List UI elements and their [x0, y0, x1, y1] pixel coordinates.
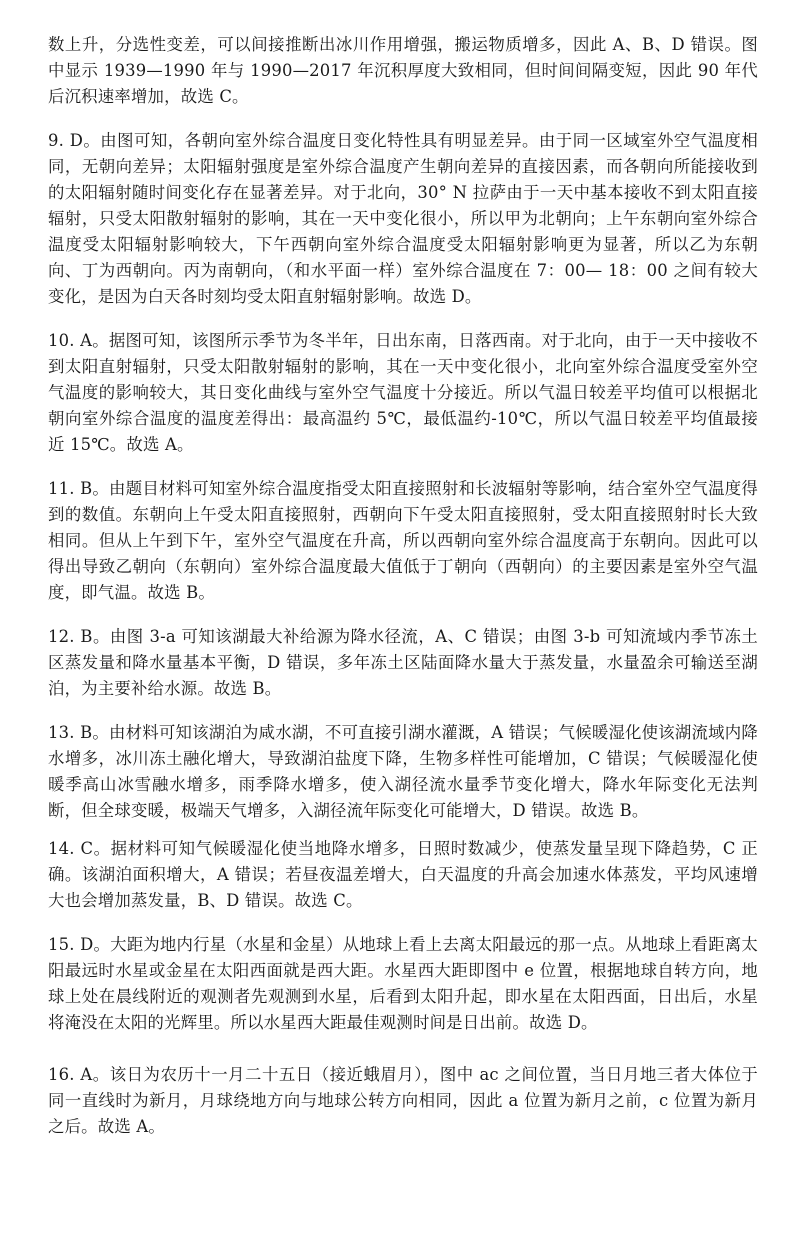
answer-paragraph-continued: 数上升，分选性变差，可以间接推断出冰川作用增强，搬运物质增多，因此 A、B、D 错误。图中显示 1939—1990 年与 1990—2017 年沉积厚度大致相同，但时间间隔变短，因此 90 年代后沉积速率增加，故选 C。: [48, 35, 758, 106]
answer-q15: 15. D。大距为地内行星（水星和金星）从地球上看上去离太阳最远的那一点。从地球上看距离太阳最远时水星或金星在太阳西面就是西大距。水星西大距即图中 e 位置，根据地球自转方向，地球上处在晨线附近的观测者先观测到水星，后看到太阳升起，即水星在太阳西面，日出后，水星将淹没在太阳的光辉里。所以水星西大距最佳观测时间是日出前。故选 D。: [48, 935, 758, 1032]
answer-q11: 11. B。由题目材料可知室外综合温度指受太阳直接照射和长波辐射等影响，结合室外空气温度得到的数值。东朝向上午受太阳直接照射，西朝向下午受太阳直接照射，受太阳直接照射时长大致相同。但从上午到下午，室外空气温度在升高，所以西朝向室外综合温度高于东朝向。因此可以得出导致乙朝向（东朝向）室外综合温度最大值低于丁朝向（西朝向）的主要因素是室外空气温度，即气温。故选 B。: [48, 479, 758, 602]
answer-page: [48, 32, 758, 1158]
answer-q10: 10. A。据图可知，该图所示季节为冬半年，日出东南，日落西南。对于北向，由于一天中接收不到太阳直射辐射，只受太阳散射辐射的影响，其在一天中变化很小，北向室外综合温度受室外空气温度的影响较大，其日变化曲线与室外空气温度十分接近。所以气温日较差平均值可以根据北朝向室外综合温度的温度差得出：最高温约 5℃，最低温约-10℃，所以气温日较差平均值最接近 15℃。故选 A。: [48, 331, 758, 454]
answer-q13: 13. B。由材料可知该湖泊为咸水湖，不可直接引湖水灌溉，A 错误；气候暖湿化使该湖流域内降水增多，冰川冻土融化增大，导致湖泊盐度下降，生物多样性可能增加，C 错误；气候暖湿化使暖季高山冰雪融水增多，雨季降水增多，使入湖径流水量季节变化增大，降水年际变化无法判断，但全球变暖，极端天气增多，入湖径流年际变化可能增大，D 错误。故选 B。: [48, 723, 758, 820]
answer-q12: 12. B。由图 3-a 可知该湖最大补给源为降水径流，A、C 错误；由图 3-b 可知流域内季节冻土区蒸发量和降水量基本平衡，D 错误，多年冻土区陆面降水量大于蒸发量，水量盈余可输送至湖泊，为主要补给水源。故选 B。: [48, 627, 758, 698]
answer-q9: 9. D。由图可知，各朝向室外综合温度日变化特性具有明显差异。由于同一区域室外空气温度相同，无朝向差异；太阳辐射强度是室外综合温度产生朝向差异的直接因素，而各朝向所能接收到的太阳辐射随时间变化存在显著差异。对于北向，30° N 拉萨由于一天中基本接收不到太阳直接辐射，只受太阳散射辐射的影响，其在一天中变化很小，所以甲为北朝向；上午东朝向室外综合温度受太阳辐射影响较大，下午西朝向室外综合温度受太阳辐射影响更为显著，所以乙为东朝向、丁为西朝向。丙为南朝向，（和水平面一样）室外综合温度在 7：00— 18：00 之间有较大变化，是因为白天各时刻均受太阳直射辐射影响。故选 D。: [48, 131, 758, 306]
answer-q14: 14. C。据材料可知气候暖湿化使当地降水增多，日照时数减少，使蒸发量呈现下降趋势，C 正确。该湖泊面积增大，A 错误；若昼夜温差增大，白天温度的升高会加速水体蒸发，平均风速增大也会增加蒸发量，B、D 错误。故选 C。: [48, 839, 758, 910]
answer-q16: 16. A。该日为农历十一月二十五日（接近蛾眉月），图中 ac 之间位置，当日月地三者大体位于同一直线时为新月，月球绕地方向与地球公转方向相同，因此 a 位置为新月之前，c 位置为新月之后。故选 A。: [48, 1065, 758, 1136]
